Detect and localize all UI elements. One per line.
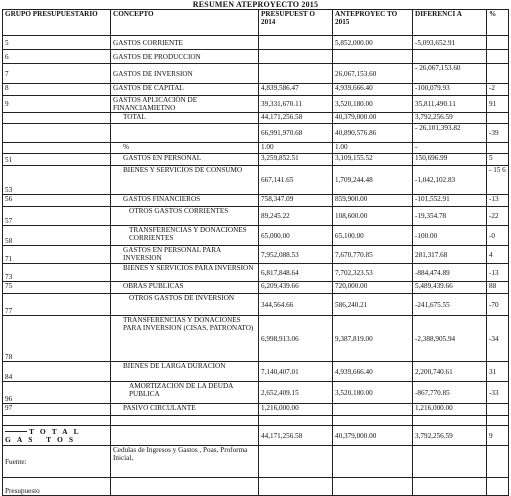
cell-concepto: OBRAS PUBLICAS xyxy=(111,282,259,294)
cell-presupuesto: 39,331,670.11 xyxy=(259,96,333,113)
cell-presupuesto: 7,952,088.53 xyxy=(259,246,333,264)
cell-concepto: AMORTIZACION DE LA DEUDA PUBLICA xyxy=(111,382,259,404)
table-row xyxy=(3,143,509,154)
header-anteproyecto: ANTEPROYEC TO 2015 xyxy=(333,10,413,36)
cell-anteproyecto: 859,900.00 xyxy=(333,195,413,207)
cell-concepto xyxy=(111,124,259,143)
cell-concepto: GASTOS DE PRODUCCION xyxy=(111,50,259,64)
cell-presupuesto: 66,991,970.68 xyxy=(259,124,333,143)
table-row xyxy=(3,195,509,207)
cell-presupuesto: 2,652,409.15 xyxy=(259,382,333,404)
cell-diferencia: -101,552.91 xyxy=(413,195,487,207)
cell-concepto: BIENES Y SERVICIOS DE CONSUMO xyxy=(111,166,259,195)
table-row xyxy=(3,84,509,96)
cell-anteproyecto: 40,890,576.86 xyxy=(333,124,413,143)
cell-pct: - 15 6 xyxy=(487,166,509,195)
cell-grupo: 75 xyxy=(3,282,111,294)
cell-diferencia: - xyxy=(413,143,487,154)
cell-grupo xyxy=(3,124,111,143)
footer-label: Presupuesto xyxy=(3,478,111,496)
cell-anteproyecto: 720,000.00 xyxy=(333,282,413,294)
cell-presupuesto: 44,171,256.58 xyxy=(259,113,333,124)
fuente-label: Fuente: xyxy=(3,446,111,478)
cell-grupo: 77 xyxy=(3,294,111,316)
cell-presupuesto: 1.00 xyxy=(259,143,333,154)
cell-grupo: 56 xyxy=(3,195,111,207)
cell-concepto: BIENES DE LARGA DURACION xyxy=(111,362,259,382)
cell-presupuesto: 4,839,586.47 xyxy=(259,84,333,96)
cell-anteproyecto: 7,702,323.53 xyxy=(333,264,413,282)
cell-concepto: BIENES Y SERVICIOS PARA INVERSION xyxy=(111,264,259,282)
table-row xyxy=(3,154,509,166)
cell-presupuesto xyxy=(259,36,333,50)
total-gastos-label: TOTAL GAS TOS xyxy=(3,426,111,446)
spacer-row xyxy=(3,416,509,426)
cell-presupuesto: 3,259,852.51 xyxy=(259,154,333,166)
cell-grupo: 53 xyxy=(3,166,111,195)
cell-anteproyecto: 65,100.00 xyxy=(333,226,413,246)
cell-anteproyecto: 5,852,000.00 xyxy=(333,36,413,50)
cell-concepto: GASTOS EN PERSONAL xyxy=(111,154,259,166)
cell-diferencia: 35,811,490.11 xyxy=(413,96,487,113)
cell-pct: -2 xyxy=(487,84,509,96)
cell-grupo: 9 xyxy=(3,96,111,113)
cell-diferencia: -5,093,652.91 xyxy=(413,36,487,50)
cell-grupo: 57 xyxy=(3,207,111,226)
cell-pct: -34 xyxy=(487,316,509,362)
cell-anteproyecto: 40,379,000.00 xyxy=(333,113,413,124)
cell-grupo: 7 xyxy=(3,64,111,84)
cell-pct: 31 xyxy=(487,362,509,382)
cell-grupo: 58 xyxy=(3,226,111,246)
cell-concepto: TRANSFERENCIAS Y DONACIONES CORRIENTES xyxy=(111,226,259,246)
cell-anteproyecto: 108,600.00 xyxy=(333,207,413,226)
cell-pct: -22 xyxy=(487,207,509,226)
cell-presupuesto: 89,245.22 xyxy=(259,207,333,226)
cell-anteproyecto: 3,520,180.00 xyxy=(333,382,413,404)
cell-presupuesto: 667,141.65 xyxy=(259,166,333,195)
cell-concepto: GASTOS CORRIENTE xyxy=(111,36,259,50)
cell-pct: -13 xyxy=(487,264,509,282)
cell-grupo: 5 xyxy=(3,36,111,50)
budget-summary-table xyxy=(2,9,509,496)
cell-anteproyecto: 586,240.21 xyxy=(333,294,413,316)
cell-presupuesto: 758,347.09 xyxy=(259,195,333,207)
cell-diferencia: -884,474.89 xyxy=(413,264,487,282)
cell-pct xyxy=(487,404,509,416)
cell-grupo: 84 xyxy=(3,362,111,382)
cell-diferencia: -1,042,102.83 xyxy=(413,166,487,195)
cell-diferencia xyxy=(413,50,487,64)
cell-pct: -0 xyxy=(487,226,509,246)
cell-pct: -70 xyxy=(487,294,509,316)
cell-pct xyxy=(487,143,509,154)
cell-pct xyxy=(487,113,509,124)
total-gastos-presupuesto: 44,171,256.58 xyxy=(259,426,333,446)
total-row xyxy=(3,113,509,124)
cell-grupo xyxy=(3,113,111,124)
cell-presupuesto: 6,209,439.66 xyxy=(259,282,333,294)
cell-pct: -39 xyxy=(487,124,509,143)
total-gastos-pct: 9 xyxy=(487,426,509,446)
cell-concepto: OTROS GASTOS DE INVERSION xyxy=(111,294,259,316)
table-row xyxy=(3,362,509,382)
cell-concepto: % xyxy=(111,143,259,154)
cell-anteproyecto: 4,939,666.40 xyxy=(333,84,413,96)
cell-diferencia: 5,489,439.66 xyxy=(413,282,487,294)
cell-pct xyxy=(487,64,509,84)
cell-pct: 5 xyxy=(487,154,509,166)
cell-diferencia: 3,792,256.59 xyxy=(413,113,487,124)
cell-pct: -33 xyxy=(487,382,509,404)
table-row xyxy=(3,36,509,50)
cell-presupuesto: 344,564.66 xyxy=(259,294,333,316)
cell-diferencia: 1,216,000.00 xyxy=(413,404,487,416)
total-gastos-row xyxy=(3,426,509,446)
cell-anteproyecto xyxy=(333,404,413,416)
cell-diferencia: - 26,101,393.82 xyxy=(413,124,487,143)
cell-anteproyecto: 9,387,819.00 xyxy=(333,316,413,362)
cell-diferencia: -241,675.55 xyxy=(413,294,487,316)
cell-pct xyxy=(487,36,509,50)
cell-grupo: 8 xyxy=(3,84,111,96)
cell-diferencia: -19,354.78 xyxy=(413,207,487,226)
cell-diferencia: -100,079.93 xyxy=(413,84,487,96)
fuente-row xyxy=(3,446,509,478)
cell-grupo: 73 xyxy=(3,264,111,282)
cell-diferencia: -100.00 xyxy=(413,226,487,246)
table-row xyxy=(3,316,509,362)
cell-concepto: TRANSFERENCIAS Y DONACIONES PARA INVERSION (CISAS, PATRONATO) xyxy=(111,316,259,362)
cell-presupuesto: 6,817,848.64 xyxy=(259,264,333,282)
cell-grupo: 78 xyxy=(3,316,111,362)
cell-concepto: GASTOS FINANCIEROS xyxy=(111,195,259,207)
document-title: RESUMEN ATEPROYECTO 2015 xyxy=(192,0,319,9)
cell-diferencia: -867,770.85 xyxy=(413,382,487,404)
header-concepto: CONCEPTO xyxy=(111,10,259,36)
total-gastos-diferencia: 3,792,256.59 xyxy=(413,426,487,446)
cell-pct xyxy=(487,50,509,64)
cell-anteproyecto: 3,520,180.00 xyxy=(333,96,413,113)
cell-anteproyecto: 26,067,153.60 xyxy=(333,64,413,84)
table-row xyxy=(3,264,509,282)
cell-presupuesto: 6,998,913.06 xyxy=(259,316,333,362)
cell-concepto: GASTOS DE CAPITAL xyxy=(111,84,259,96)
cell-diferencia: 281,317.68 xyxy=(413,246,487,264)
cell-anteproyecto: 1.00 xyxy=(333,143,413,154)
cell-grupo: 51 xyxy=(3,154,111,166)
cell-grupo: 6 xyxy=(3,50,111,64)
cell-pct: -13 xyxy=(487,195,509,207)
cell-concepto: PASIVO CIRCULANTE xyxy=(111,404,259,416)
cell-diferencia: 2,200,740.61 xyxy=(413,362,487,382)
cell-grupo: 97 xyxy=(3,404,111,416)
footer-row xyxy=(3,478,509,496)
cell-presupuesto xyxy=(259,64,333,84)
cell-anteproyecto: 3,109,155.52 xyxy=(333,154,413,166)
cell-diferencia: 150,696.99 xyxy=(413,154,487,166)
table-row xyxy=(3,124,509,143)
header-row xyxy=(3,10,509,36)
cell-presupuesto: 65,000.00 xyxy=(259,226,333,246)
table-row xyxy=(3,382,509,404)
cell-concepto: GASTOS APLICACIÓN DE FINANCIAMIETNO xyxy=(111,96,259,113)
header-presupuesto: PRESUPUEST O 2014 xyxy=(259,10,333,36)
cell-grupo: 71 xyxy=(3,246,111,264)
cell-anteproyecto: 7,670,770.85 xyxy=(333,246,413,264)
cell-concepto: GASTOS DE INVERSION xyxy=(111,64,259,84)
table-row xyxy=(3,64,509,84)
table-row xyxy=(3,207,509,226)
underline-mark xyxy=(5,431,27,432)
total-gastos-anteproyecto: 40,379,000.00 xyxy=(333,426,413,446)
cell-presupuesto: 7,140,407.01 xyxy=(259,362,333,382)
cell-anteproyecto xyxy=(333,50,413,64)
header-pct: % xyxy=(487,10,509,36)
cell-pct: 4 xyxy=(487,246,509,264)
cell-diferencia: -2,388,905.94 xyxy=(413,316,487,362)
header-diferencia: DIFERENCI A xyxy=(413,10,487,36)
cell-pct: 88 xyxy=(487,282,509,294)
table-row xyxy=(3,166,509,195)
table-row xyxy=(3,246,509,264)
cell-grupo: 96 xyxy=(3,382,111,404)
table-row xyxy=(3,282,509,294)
cell-grupo xyxy=(3,143,111,154)
cell-concepto: TOTAL xyxy=(111,113,259,124)
cell-anteproyecto: 4,939,666.40 xyxy=(333,362,413,382)
table-row xyxy=(3,294,509,316)
cell-concepto: GASTOS EN PERSONAL PARA INVERSION xyxy=(111,246,259,264)
table-row xyxy=(3,226,509,246)
cell-presupuesto xyxy=(259,50,333,64)
cell-pct: 91 xyxy=(487,96,509,113)
fuente-text: Cedulas de Ingresos y Gastos , Poas, Proforma Inicial, xyxy=(111,446,259,478)
table-row xyxy=(3,404,509,416)
cell-anteproyecto: 1,709,244.48 xyxy=(333,166,413,195)
header-grupo: GRUPO PRESUPUESTARIO xyxy=(3,10,111,36)
table-row xyxy=(3,96,509,113)
table-row xyxy=(3,50,509,64)
cell-concepto: OTROS GASTOS CORRIENTES xyxy=(111,207,259,226)
cell-diferencia: - 26,067,153.60 xyxy=(413,64,487,84)
cell-presupuesto: 1,216,000.00 xyxy=(259,404,333,416)
